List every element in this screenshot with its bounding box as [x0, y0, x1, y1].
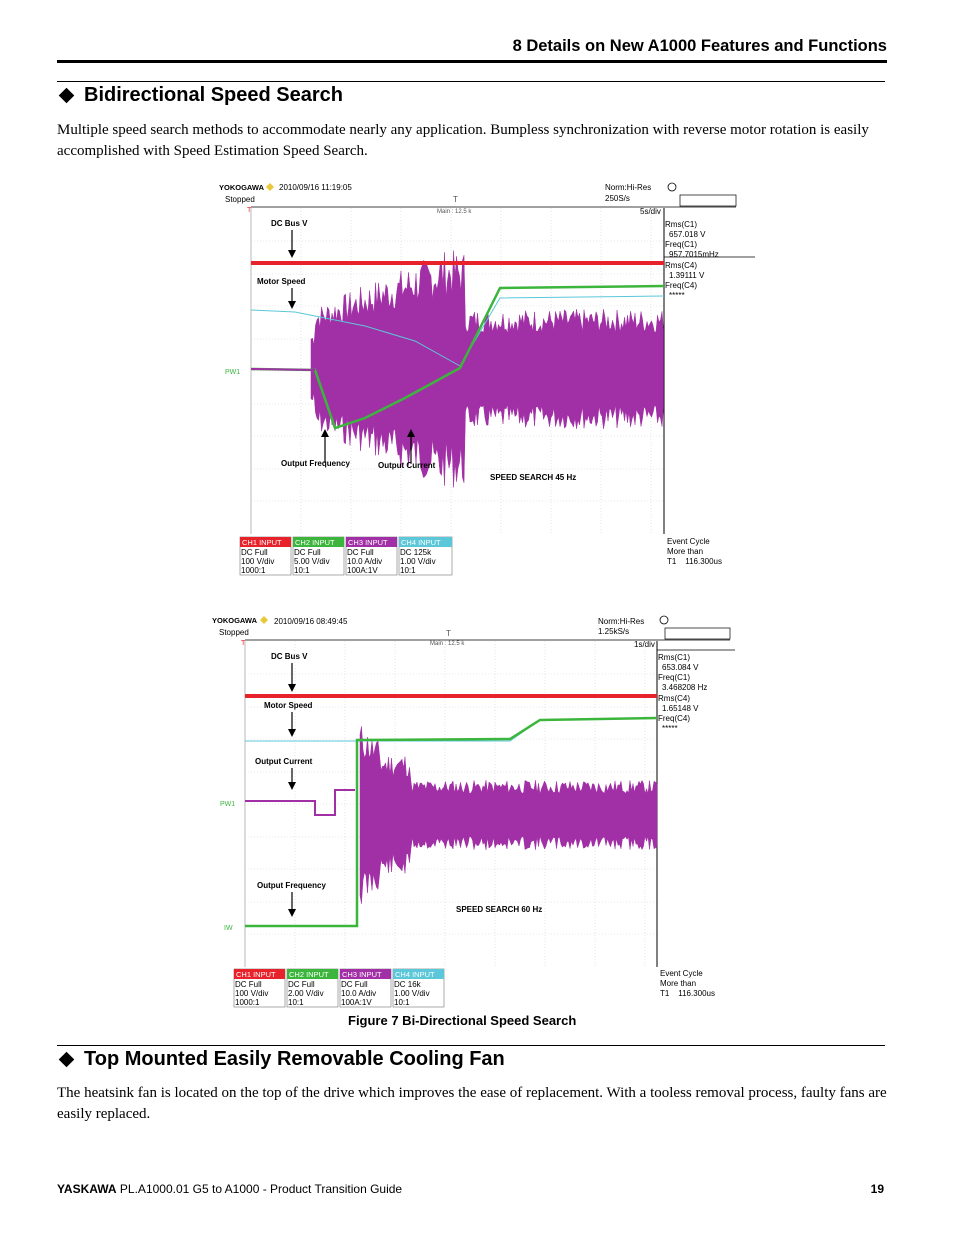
svg-text:1.65148 V: 1.65148 V [662, 704, 699, 713]
channel-settings [240, 537, 452, 575]
svg-text:Freq(C4): Freq(C4) [658, 714, 691, 723]
svg-text:Event Cycle: Event Cycle [660, 969, 703, 978]
svg-text:10.0 A/div: 10.0 A/div [341, 989, 377, 998]
channel-settings [234, 969, 444, 1007]
section-body-speed-search: Multiple speed search methods to accommodate nearly any application. Bumpless synchronization with reverse motor rotation is easily accomplished with Speed Estimation Speed Search. [57, 122, 869, 159]
svg-text:100A:1V: 100A:1V [347, 566, 378, 575]
label-output-current: Output Current [378, 461, 436, 470]
scope-timestamp: 2010/09/16 08:49:45 [274, 617, 348, 626]
svg-text:CH4 INPUT: CH4 INPUT [395, 970, 435, 979]
status-circle-icon [668, 183, 676, 191]
svg-text:T1 116.300us: T1 116.300us [667, 557, 722, 566]
svg-text:CH1 INPUT: CH1 INPUT [242, 538, 282, 547]
pw-marker: PW1 [220, 801, 236, 808]
scope-status: Stopped [219, 628, 249, 637]
section-rule [57, 81, 885, 82]
waveforms [245, 696, 657, 926]
label-motor-speed: Motor Speed [257, 277, 306, 286]
svg-text:DC Full: DC Full [341, 980, 368, 989]
oscilloscope-capture-1 [215, 178, 755, 578]
svg-text:DC Full: DC Full [347, 548, 374, 557]
label-output-frequency: Output Frequency [281, 459, 350, 468]
waveforms [251, 251, 664, 488]
svg-text:957.7015mHz: 957.7015mHz [669, 250, 719, 259]
label-speed-search: SPEED SEARCH 45 Hz [490, 473, 577, 482]
scope-brand: YOKOGAWA [219, 183, 265, 192]
svg-text:Event Cycle: Event Cycle [667, 537, 710, 546]
scope-mode: Norm:Hi-Res [598, 617, 645, 626]
svg-text:More than: More than [667, 547, 704, 556]
status-circle-icon [660, 616, 668, 624]
svg-text:DC Full: DC Full [288, 980, 315, 989]
svg-text:1.00 V/div: 1.00 V/div [400, 557, 436, 566]
section-title-cooling-fan: Top Mounted Easily Removable Cooling Fan [57, 1048, 505, 1071]
scope-main: Main : 12.5 k [437, 209, 472, 215]
svg-text:DC Full: DC Full [294, 548, 321, 557]
footer-doc [57, 1182, 402, 1196]
svg-text:DC Full: DC Full [235, 980, 262, 989]
svg-text:657.018 V: 657.018 V [669, 230, 706, 239]
svg-text:CH3 INPUT: CH3 INPUT [342, 970, 382, 979]
diamond-bullet-icon [59, 1052, 75, 1068]
svg-text:Rms(C1): Rms(C1) [665, 220, 697, 229]
label-output-current: Output Current [255, 757, 313, 766]
svg-text:DC Full: DC Full [241, 548, 268, 557]
event-info [667, 537, 722, 566]
svg-text:10:1: 10:1 [394, 998, 410, 1007]
svg-text:T: T [247, 207, 252, 214]
iw-marker: IW [224, 925, 233, 932]
scope-rate: 250S/s [605, 194, 630, 203]
svg-text:CH1 INPUT: CH1 INPUT [236, 970, 276, 979]
label-dc-bus: DC Bus V [271, 219, 308, 228]
svg-text:10:1: 10:1 [294, 566, 310, 575]
readout-box [680, 195, 736, 206]
scope-brand: YOKOGAWA [212, 616, 258, 625]
page-number: 19 [870, 1182, 884, 1196]
svg-text:100 V/div: 100 V/div [241, 557, 275, 566]
footer-brand: YASKAWA [57, 1182, 117, 1196]
svg-text:Freq(C4): Freq(C4) [665, 281, 698, 290]
diamond-icon [260, 616, 268, 624]
scope-timestamp: 2010/09/16 11:19:05 [279, 183, 352, 192]
scope-status: Stopped [225, 195, 255, 204]
svg-text:Rms(C4): Rms(C4) [658, 694, 690, 703]
svg-text:More than: More than [660, 979, 697, 988]
section-rule [57, 1045, 885, 1046]
readout-box [665, 628, 730, 639]
svg-text:*****: ***** [669, 291, 685, 300]
label-dc-bus: DC Bus V [271, 652, 308, 661]
pw-marker: PW1 [225, 369, 241, 376]
scope-timebase: 5s/div [640, 207, 661, 216]
svg-text:10:1: 10:1 [400, 566, 416, 575]
measurement-readouts [658, 653, 707, 733]
scope-timebase: 1s/div [634, 640, 655, 649]
svg-text:CH2 INPUT: CH2 INPUT [295, 538, 335, 547]
svg-text:CH3 INPUT: CH3 INPUT [348, 538, 388, 547]
svg-text:1.00 V/div: 1.00 V/div [394, 989, 430, 998]
svg-text:Rms(C4): Rms(C4) [665, 261, 697, 270]
svg-text:5.00 V/div: 5.00 V/div [294, 557, 330, 566]
output-current-trace [360, 726, 657, 903]
diamond-bullet-icon [59, 88, 75, 104]
section-body-cooling-fan: The heatsink fan is located on the top of the drive which improves the ease of replacement. With a tooless removal process, faulty fans are easily replaced. [57, 1085, 887, 1122]
svg-text:DC 125k: DC 125k [400, 548, 432, 557]
trigger-marker: T [446, 629, 451, 638]
svg-text:10:1: 10:1 [288, 998, 304, 1007]
svg-text:100 V/div: 100 V/div [235, 989, 269, 998]
label-motor-speed: Motor Speed [264, 701, 313, 710]
svg-text:Freq(C1): Freq(C1) [665, 240, 698, 249]
scope-mode: Norm:Hi-Res [605, 183, 652, 192]
footer-title: PL.A1000.01 G5 to A1000 - Product Transition Guide [119, 1182, 403, 1196]
svg-text:653.084 V: 653.084 V [662, 663, 699, 672]
svg-text:T: T [241, 640, 246, 647]
svg-text:1000:1: 1000:1 [235, 998, 260, 1007]
svg-text:DC 16k: DC 16k [394, 980, 421, 989]
svg-text:1000:1: 1000:1 [241, 566, 266, 575]
svg-text:T1 116.300us: T1 116.300us [660, 989, 715, 998]
svg-text:10.0 A/div: 10.0 A/div [347, 557, 383, 566]
svg-text:CH2 INPUT: CH2 INPUT [289, 970, 329, 979]
chapter-heading: 8 Details on New A1000 Features and Functions [512, 37, 887, 55]
svg-text:1.39111 V: 1.39111 V [669, 271, 705, 280]
header-rule [57, 60, 887, 63]
figure-caption: Figure 7 Bi-Directional Speed Search [348, 1013, 577, 1028]
scope-rate: 1.25kS/s [598, 627, 630, 636]
svg-text:Freq(C1): Freq(C1) [658, 673, 691, 682]
scope-main: Main : 12.5 k [430, 641, 465, 647]
diamond-icon [266, 183, 274, 191]
trigger-marker: T [453, 195, 458, 204]
svg-text:3.468208 Hz: 3.468208 Hz [662, 683, 708, 692]
svg-text:CH4 INPUT: CH4 INPUT [401, 538, 441, 547]
oscilloscope-capture-2 [210, 610, 750, 1012]
label-speed-search: SPEED SEARCH 60 Hz [456, 905, 543, 914]
svg-text:100A:1V: 100A:1V [341, 998, 372, 1007]
measurement-readouts [665, 220, 719, 300]
event-info [660, 969, 715, 998]
label-output-frequency: Output Frequency [257, 881, 326, 890]
svg-text:2.00 V/div: 2.00 V/div [288, 989, 324, 998]
svg-text:Rms(C1): Rms(C1) [658, 653, 690, 662]
section-title-speed-search: Bidirectional Speed Search [57, 84, 343, 107]
svg-text:*****: ***** [662, 724, 678, 733]
